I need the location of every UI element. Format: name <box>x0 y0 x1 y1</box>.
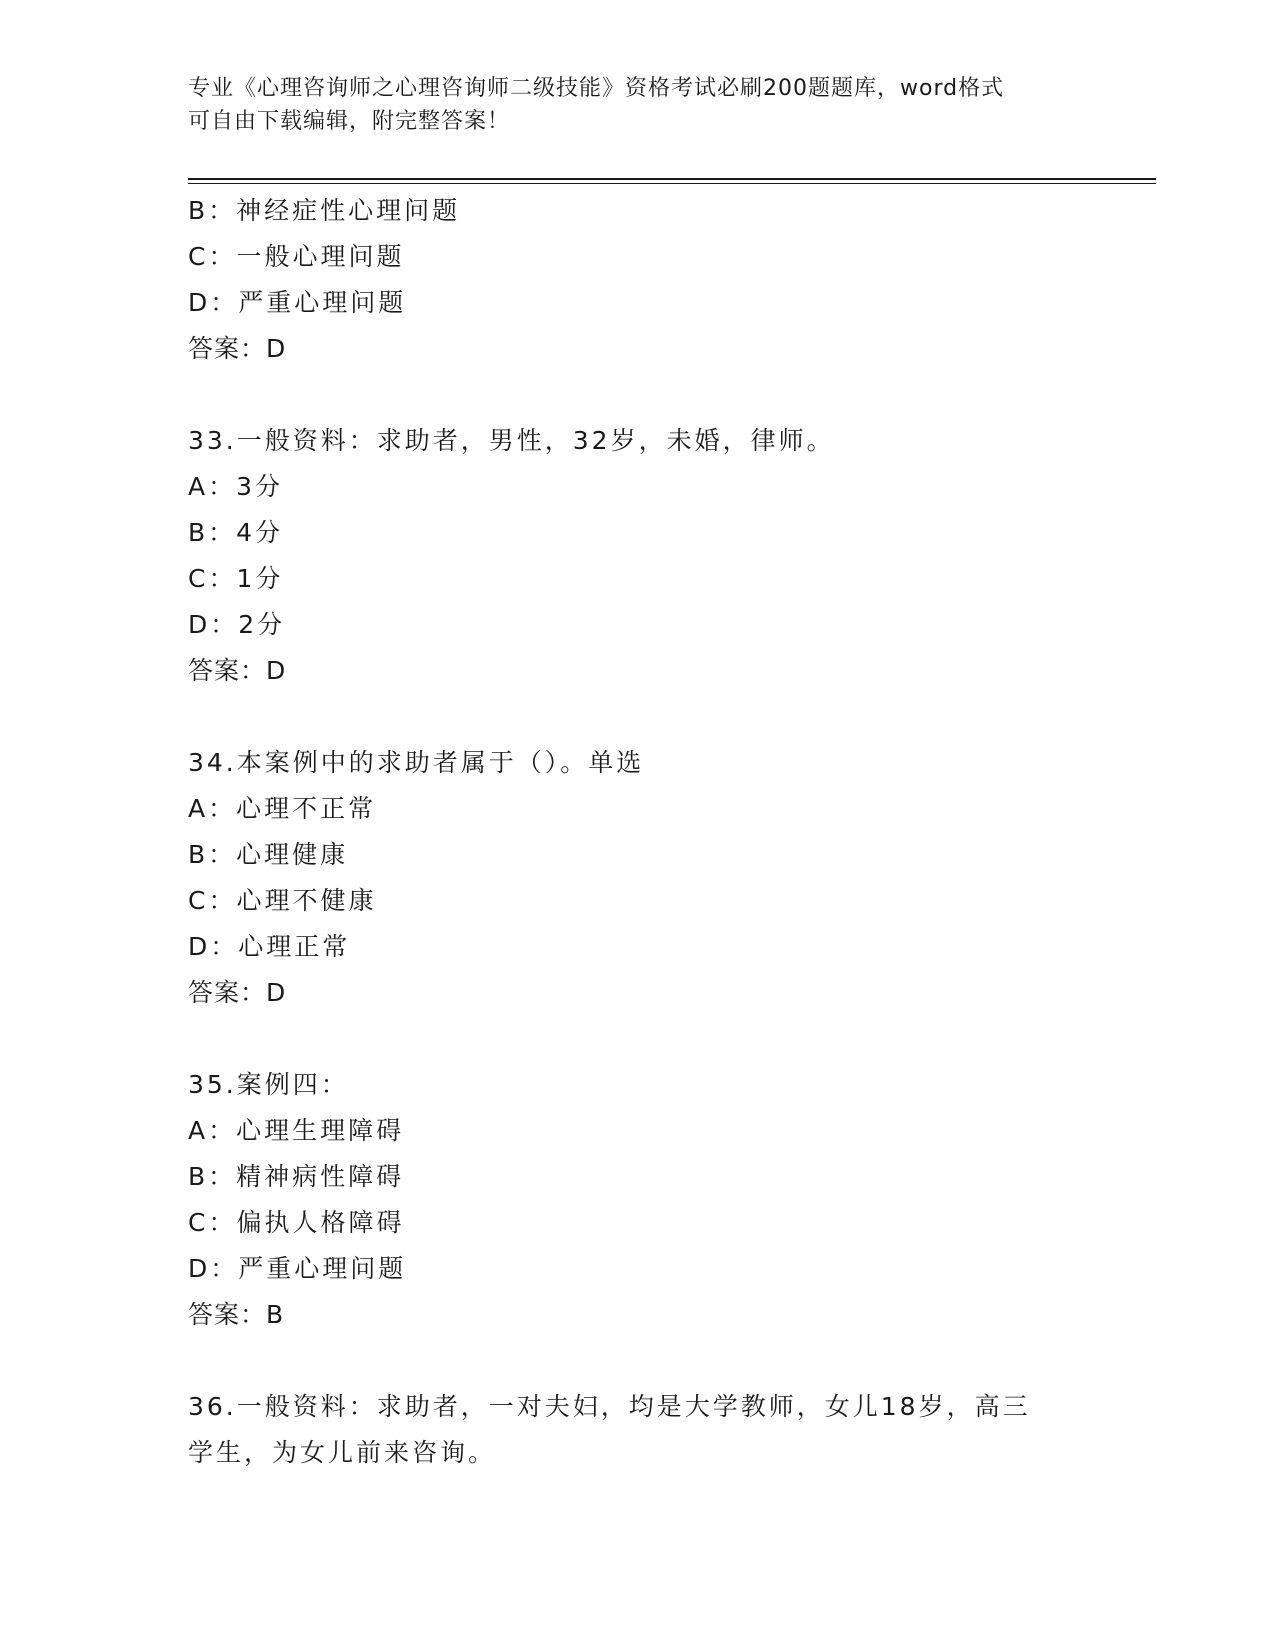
question-34 <box>188 740 1088 1016</box>
answer: 答案：D <box>188 978 287 1007</box>
question-stem-line-2: 学生，为女儿前来咨询。 <box>188 1438 497 1467</box>
header-line-1: 专业《心理咨询师之心理咨询师二级技能》资格考试必刷200题题库，word格式 <box>188 76 1005 101</box>
answer: 答案：D <box>188 656 287 685</box>
option-d: D：心理正常 <box>188 932 351 961</box>
spacer <box>188 1338 1088 1384</box>
header-divider-thin <box>188 183 1156 184</box>
option-b: B：4分 <box>188 518 284 547</box>
option-c: C：1分 <box>188 564 284 593</box>
option-b: B：心理健康 <box>188 840 349 869</box>
option-a: A：心理生理障碍 <box>188 1116 405 1145</box>
option-d: D：2分 <box>188 610 286 639</box>
header-divider-thick <box>188 178 1156 180</box>
header-line-2: 可自由下载编辑，附完整答案！ <box>188 109 511 134</box>
answer: 答案：D <box>188 334 287 363</box>
question-stem: 34.本案例中的求助者属于（）。单选 <box>188 748 645 777</box>
spacer <box>188 694 1088 740</box>
answer: 答案：B <box>188 1300 285 1329</box>
document-header <box>188 72 1068 138</box>
question-33 <box>188 418 1088 694</box>
question-stem: 33.一般资料：求助者，男性，32岁，未婚，律师。 <box>188 426 835 455</box>
question-35 <box>188 1062 1088 1338</box>
spacer <box>188 1016 1088 1062</box>
option-b: B：精神病性障碍 <box>188 1162 405 1191</box>
option-d: D：严重心理问题 <box>188 1254 407 1283</box>
option-c: C：心理不健康 <box>188 886 377 915</box>
spacer <box>188 372 1088 418</box>
option-c: C：偏执人格障碍 <box>188 1208 405 1237</box>
option-c: C：一般心理问题 <box>188 242 405 271</box>
question-list <box>188 188 1088 1476</box>
option-b: B：神经症性心理问题 <box>188 196 461 225</box>
question-stem-line-1: 36.一般资料：求助者，一对夫妇，均是大学教师，女儿18岁，高三 <box>188 1392 1031 1421</box>
question-32-continued <box>188 188 1088 372</box>
question-stem: 35.案例四： <box>188 1070 349 1099</box>
option-a: A：3分 <box>188 472 284 501</box>
question-36 <box>188 1384 1088 1476</box>
option-d: D：严重心理问题 <box>188 288 407 317</box>
option-a: A：心理不正常 <box>188 794 377 823</box>
